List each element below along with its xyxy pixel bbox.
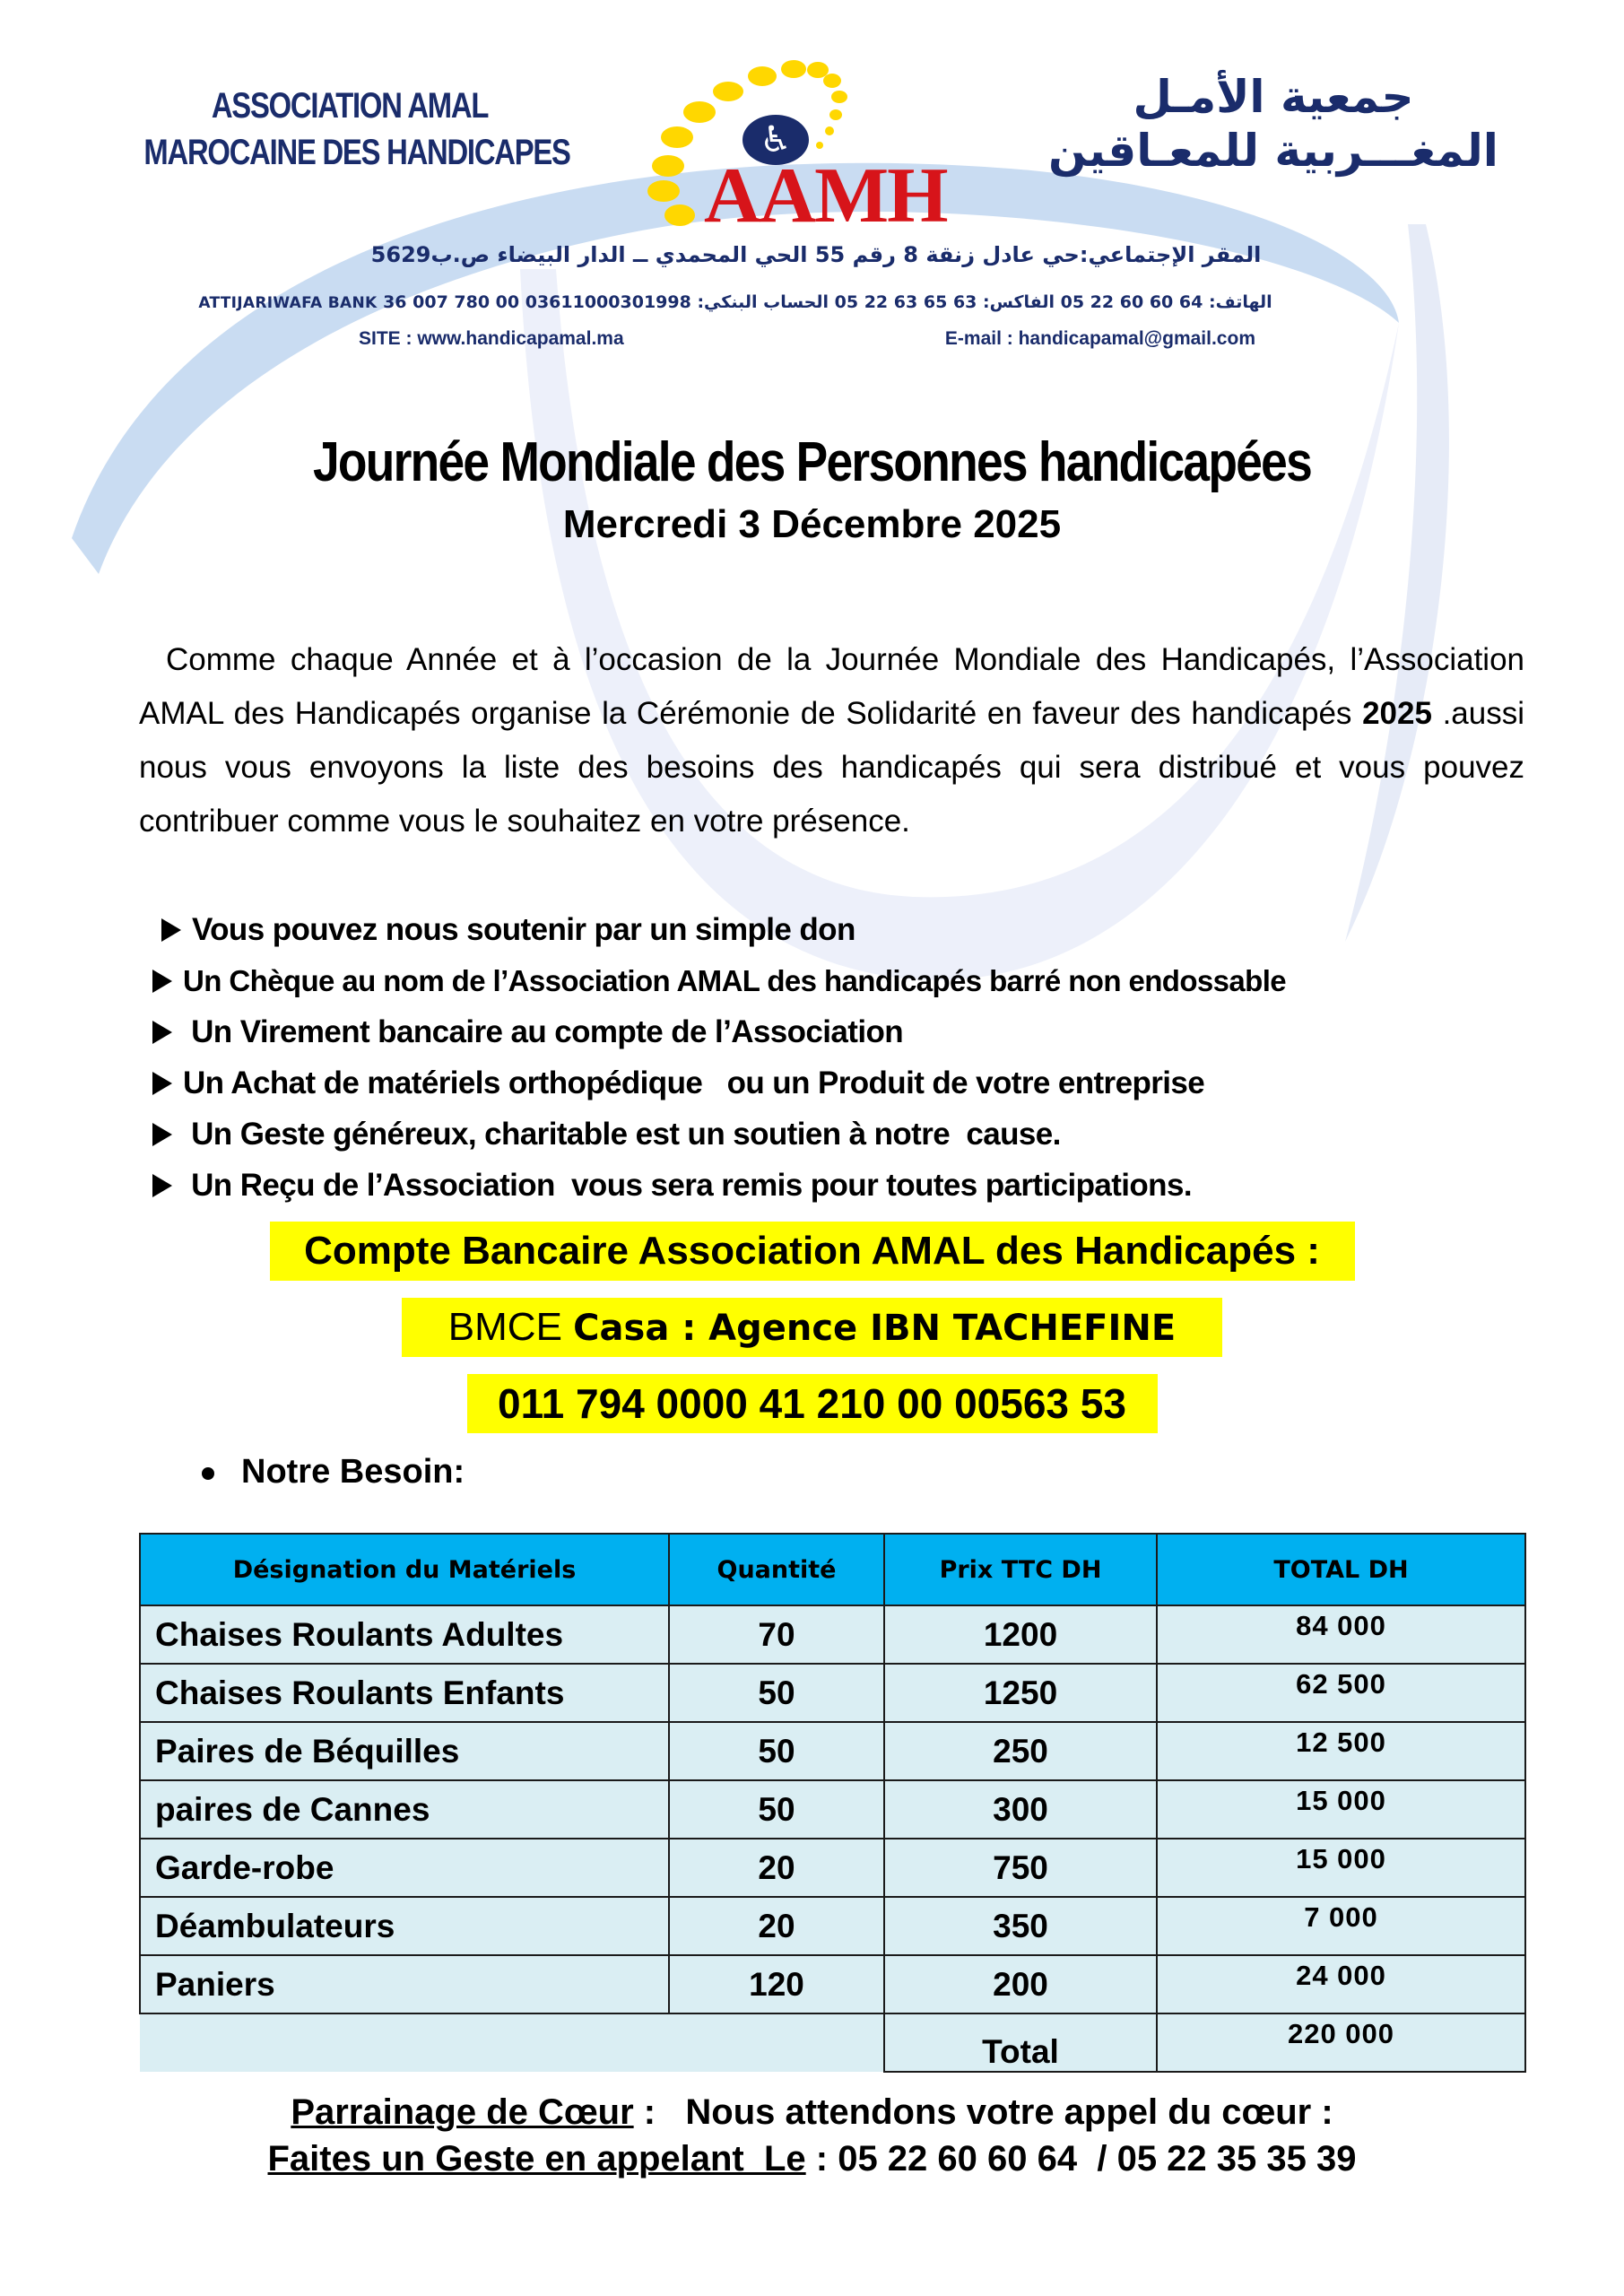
table-row <box>140 1780 1525 1839</box>
table-row <box>140 1839 1525 1897</box>
intro-year: 2025 <box>1362 696 1432 731</box>
footer-phone-line <box>0 2139 1624 2179</box>
cell-item: Déambulateurs <box>140 1897 669 1955</box>
bank-account-number: 011 794 0000 41 210 00 00563 53 <box>467 1374 1158 1433</box>
cell-price: 200 <box>884 1955 1157 2013</box>
triangle-bullet-icon <box>152 1123 172 1146</box>
sponsorship-text: : Nous attendons votre appel du cœur : <box>633 2092 1333 2132</box>
cell-quantity: 70 <box>669 1605 884 1664</box>
triangle-bullet-icon <box>161 918 181 942</box>
cell-quantity: 20 <box>669 1839 884 1897</box>
table-header-row <box>140 1534 1525 1605</box>
cell-price: 1250 <box>884 1664 1157 1722</box>
list-item-text: Vous pouvez nous soutenir par un simple don <box>192 911 855 947</box>
total-row-spacer <box>140 2013 884 2072</box>
cell-quantity: 50 <box>669 1664 884 1722</box>
phone-fax-arabic: الهاتف: 64 60 60 22 05 الفاكس: 63 65 63 22 05 الحساب البنكي: <box>697 292 1272 312</box>
list-item <box>152 1057 1498 1109</box>
table-row <box>140 1605 1525 1664</box>
needs-table <box>139 1533 1526 2073</box>
cell-total: 84 000 <box>1157 1605 1525 1664</box>
cell-quantity: 50 <box>669 1780 884 1839</box>
cell-item: paires de Cannes <box>140 1780 669 1839</box>
cell-item: Chaises Roulants Enfants <box>140 1664 669 1722</box>
logo-text: AAMH <box>704 152 947 239</box>
column-header-quantity: Quantité <box>669 1534 884 1605</box>
cell-item: Paniers <box>140 1955 669 2013</box>
total-label: Total <box>884 2013 1157 2072</box>
footer-appeal-line <box>0 2092 1624 2133</box>
cell-price: 350 <box>884 1897 1157 1955</box>
wheelchair-icon: ♿ <box>743 115 809 165</box>
needs-label-text: Notre Besoin: <box>241 1453 465 1491</box>
cell-price: 750 <box>884 1839 1157 1897</box>
aamh-logo <box>628 45 1004 239</box>
cell-total: 15 000 <box>1157 1780 1525 1839</box>
org-name-arabic-line-2: المغـــربية للمعـاقين <box>1048 125 1498 177</box>
list-item-text: Un Achat de matériels orthopédique ou un Produit de votre entreprise <box>183 1065 1205 1100</box>
intro-text-part-1: Comme chaque Année et à l’occasion de la Journée Mondiale des Handicapés, l’Association AMAL des Handicapés organise la Cérémonie de Solidarité en faveur des handicapés <box>139 642 1524 731</box>
cell-quantity: 50 <box>669 1722 884 1780</box>
table-row <box>140 1955 1525 2013</box>
triangle-bullet-icon <box>152 1072 172 1095</box>
cell-price: 250 <box>884 1722 1157 1780</box>
cell-total: 24 000 <box>1157 1955 1525 2013</box>
bank-agency <box>402 1298 1222 1357</box>
column-header-price: Prix TTC DH <box>884 1534 1157 1605</box>
list-item-text: Un Geste généreux, charitable est un soutien à notre cause. <box>191 1116 1061 1152</box>
bank-account-header: 36 007 780 00 03611000301998 <box>383 292 691 312</box>
bullet-dot-icon <box>202 1467 214 1480</box>
cell-total: 15 000 <box>1157 1839 1525 1897</box>
support-options-list <box>152 904 1498 1211</box>
address-arabic: المقر الإجتماعي:حي عادل زنقة 8 رقم 55 الحي المحمدي ــ الدار البيضاء ص.ب5629 <box>370 242 1262 267</box>
triangle-bullet-icon <box>152 970 172 993</box>
intro-paragraph <box>139 633 1524 848</box>
list-item-text: Un Virement bancaire au compte de l’Association <box>191 1013 904 1049</box>
table-row <box>140 1722 1525 1780</box>
bank-agency-name: Casa : Agence IBN TACHEFINE <box>573 1308 1177 1349</box>
table-row <box>140 1664 1525 1722</box>
list-item <box>152 955 1498 1006</box>
table-row <box>140 1897 1525 1955</box>
cell-total: 62 500 <box>1157 1664 1525 1722</box>
cell-item: Paires de Béquilles <box>140 1722 669 1780</box>
column-header-total: TOTAL DH <box>1157 1534 1525 1605</box>
event-date: Mercredi 3 Décembre 2025 <box>562 502 1062 546</box>
call-phone-numbers[interactable]: : 05 22 60 60 64 / 05 22 35 35 39 <box>805 2139 1357 2179</box>
cell-item: Garde-robe <box>140 1839 669 1897</box>
email-link[interactable]: E-mail : handicapamal@gmail.com <box>944 328 1255 349</box>
org-name-arabic <box>1022 70 1524 178</box>
cell-price: 1200 <box>884 1605 1157 1664</box>
bank-account-heading: Compte Bancaire Association AMAL des Handicapés : <box>270 1222 1355 1281</box>
grand-total: 220 000 <box>1157 2013 1525 2072</box>
cell-quantity: 120 <box>669 1955 884 2013</box>
triangle-bullet-icon <box>152 1021 172 1044</box>
list-item <box>152 1160 1498 1211</box>
contact-bank-line <box>85 292 1385 312</box>
org-name-french-line-2: MAROCAINE DES HANDICAPES <box>143 133 570 172</box>
triangle-bullet-icon <box>152 1174 172 1197</box>
org-name-arabic-line-1: جمعية الأمـل <box>1133 71 1414 123</box>
web-contact-line <box>359 328 1255 350</box>
call-label: Faites un Geste en appelant Le <box>267 2139 806 2179</box>
cell-total: 7 000 <box>1157 1897 1525 1955</box>
list-item-text: Un Reçu de l’Association vous sera remis pour toutes participations. <box>191 1167 1192 1203</box>
list-item <box>152 1006 1498 1057</box>
cell-total: 12 500 <box>1157 1722 1525 1780</box>
needs-heading <box>202 1453 465 1492</box>
org-name-french <box>143 83 570 176</box>
website-link[interactable]: SITE : www.handicapamal.ma <box>359 328 624 349</box>
cell-item: Chaises Roulants Adultes <box>140 1605 669 1664</box>
list-item-text: Un Chèque au nom de l’Association AMAL des handicapés barré non endossable <box>183 963 1287 997</box>
page-title: Journée Mondiale des Personnes handicapées <box>312 431 1312 493</box>
cell-quantity: 20 <box>669 1897 884 1955</box>
list-item <box>152 1109 1498 1160</box>
org-name-french-line-1: ASSOCIATION AMAL <box>211 86 489 126</box>
column-header-designation: Désignation du Matériels <box>140 1534 669 1605</box>
list-item <box>152 904 1498 955</box>
cell-price: 300 <box>884 1780 1157 1839</box>
bank-name-header: ATTIJARIWAFA BANK <box>198 294 378 312</box>
table-total-row <box>140 2013 1525 2072</box>
bank-prefix: BMCE <box>447 1305 562 1349</box>
intro-text-part-2: .aussi nous vous envoyons la liste des besoins des handicapés qui sera distribué et vous pouvez contribuer comme vous le souhaitez en votre présence. <box>139 696 1524 839</box>
sponsorship-label: Parrainage de Cœur <box>291 2092 634 2132</box>
